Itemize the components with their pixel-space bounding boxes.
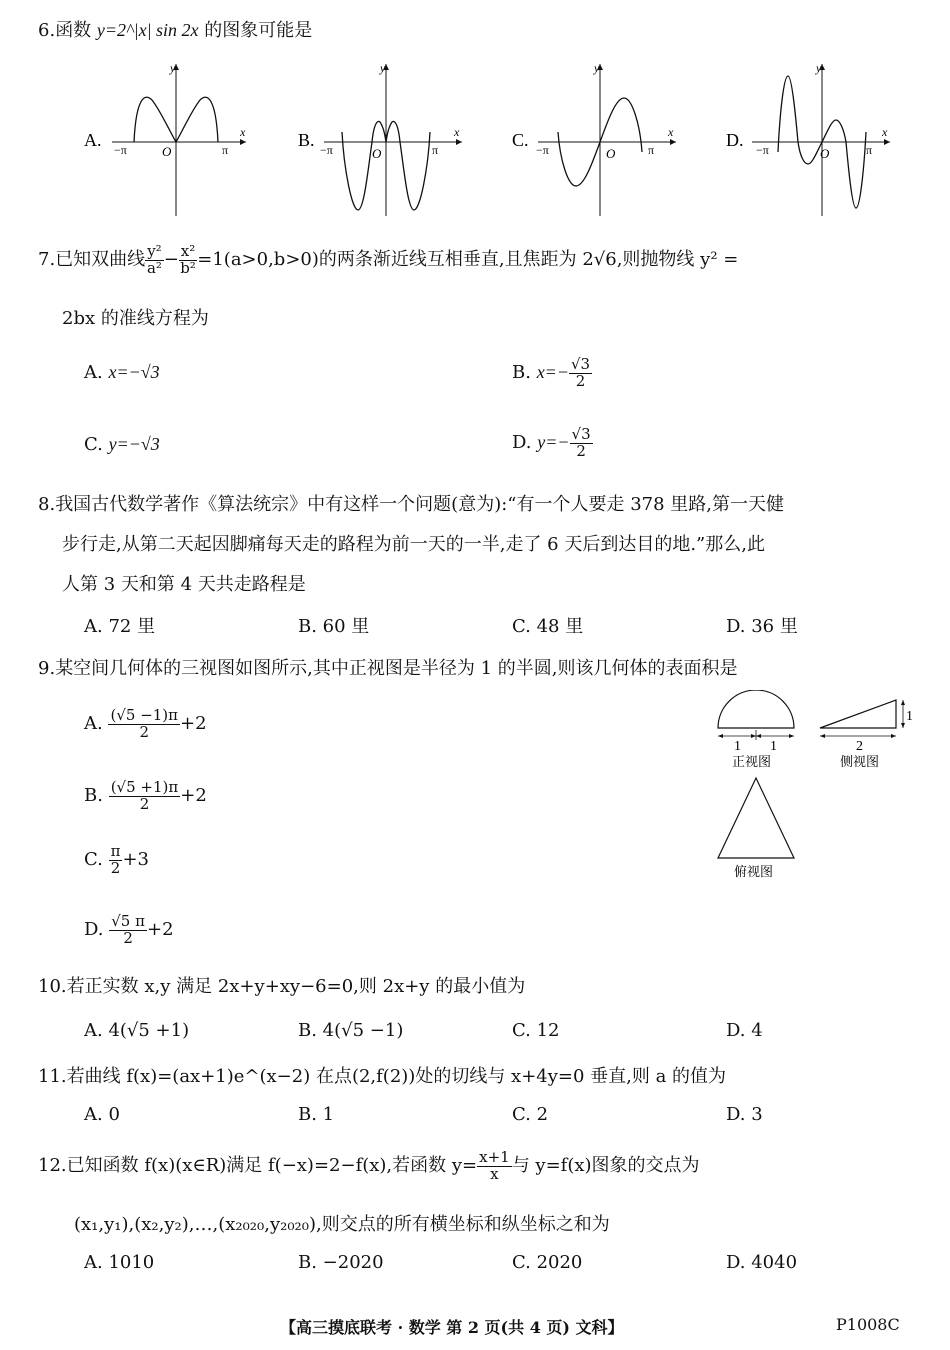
page-footer: 【高三摸底联考 · 数学 第 2 页(共 4 页) 文科】: [280, 1318, 624, 1337]
svg-text:y: y: [170, 61, 176, 75]
svg-text:B.: B.: [298, 130, 315, 150]
q10-option-c[interactable]: C. 12: [512, 1020, 560, 1041]
q6-graph-b: [298, 60, 468, 225]
q7-option-b[interactable]: B. x=− $\frac{√3}{2}$: [512, 354, 591, 390]
q8-option-d[interactable]: D. 36 里: [726, 616, 798, 637]
q12-stem-line1: 12.已知函数 f(x)(x∈R)满足 f(−x)=2−f(x),若函数 y= $\frac{x+1}{x}$ 与 y=f(x)图象的交点为: [38, 1147, 700, 1183]
svg-text:x: x: [668, 125, 674, 139]
q8-stem-line2: 步行走,从第二天起因脚痛每天走的路程为前一天的一半,走了 6 天后到达目的地.”那么,此: [62, 534, 765, 555]
q10-stem: 10.若正实数 x,y 满足 2x+y+xy−6=0,则 2x+y 的最小值为: [38, 976, 526, 997]
svg-text:−π: −π: [536, 143, 549, 157]
q11-stem: 11.若曲线 f(x)=(ax+1)e^(x−2) 在点(2,f(2))处的切线与 x+4y=0 垂直,则 a 的值为: [38, 1066, 727, 1087]
q12-option-d[interactable]: D. 4040: [726, 1252, 798, 1273]
svg-text:π: π: [648, 143, 655, 157]
svg-text:正视图: 正视图: [732, 754, 772, 769]
q12-option-a[interactable]: A. 1010: [84, 1252, 155, 1273]
svg-text:y: y: [594, 61, 600, 75]
q7-frac-x2b2: $\frac{\text{x²}}{\text{b²}}$: [180, 241, 196, 277]
svg-text:O: O: [606, 146, 616, 161]
svg-text:O: O: [820, 146, 830, 161]
q9-option-a[interactable]: A. $\frac{(√5 -1)\pi}{2}$ +2: [84, 705, 207, 741]
q8-option-a[interactable]: A. 72 里: [84, 616, 156, 637]
page-code: P1008C: [836, 1315, 900, 1334]
q12-option-b[interactable]: B. −2020: [298, 1252, 384, 1273]
svg-text:A.: A.: [84, 130, 102, 150]
q10-option-a[interactable]: A. 4(√5 +1): [84, 1020, 190, 1041]
svg-text:俯视图: 俯视图: [734, 864, 774, 879]
q6-graph-d: [726, 60, 896, 225]
q12-option-c[interactable]: C. 2020: [512, 1252, 583, 1273]
q7-stem-line1: 7.已知双曲线 $\frac{\text{y²}}{\text{a²}}$ − $\frac{\text{x²}}{\text{b²}}$ =1(a>0,b>0)的两条渐近线互相垂直,且焦距为 2√6,则抛物线 y² =: [38, 241, 739, 277]
q11-option-d[interactable]: D. 3: [726, 1104, 763, 1125]
side-view-triangle: [820, 700, 896, 728]
q9-option-b[interactable]: B. $\frac{(√5 +1)\pi}{2}$ +2: [84, 777, 207, 813]
svg-text:x: x: [454, 125, 460, 139]
q6-graph-c: [512, 60, 682, 225]
q11-option-b[interactable]: B. 1: [298, 1104, 335, 1125]
q8-stem-line1: 8.我国古代数学著作《算法统宗》中有这样一个问题(意为):“有一个人要走 378 里路,第一天健: [38, 494, 785, 515]
q12-stem-line2: (x₁,y₁),(x₂,y₂),…,(x₂₀₂₀,y₂₀₂₀),则交点的所有横坐标和纵坐标之和为: [74, 1214, 610, 1235]
q12-frac: $\frac{x+1}{x}$: [479, 1147, 510, 1183]
svg-text:y: y: [816, 61, 822, 75]
svg-text:−π: −π: [756, 143, 769, 157]
svg-text:2: 2: [856, 739, 863, 754]
svg-text:1: 1: [906, 709, 913, 724]
svg-text:侧视图: 侧视图: [840, 754, 880, 769]
svg-text:C.: C.: [512, 130, 529, 150]
svg-text:1: 1: [770, 739, 777, 754]
svg-text:D.: D.: [726, 130, 744, 150]
q11-option-c[interactable]: C. 2: [512, 1104, 549, 1125]
svg-text:O: O: [372, 146, 382, 161]
svg-text:O: O: [162, 144, 172, 159]
svg-text:−π: −π: [320, 143, 333, 157]
q9-option-c[interactable]: C. $\frac{\pi}{2}$ +3: [84, 841, 149, 877]
q7-stem-line2: 2bx 的准线方程为: [62, 308, 209, 329]
q7-option-a[interactable]: A. x=−√3: [84, 362, 160, 383]
svg-text:1: 1: [734, 739, 741, 754]
svg-text:y: y: [380, 61, 386, 75]
q7-frac-y2a2: $\frac{\text{y²}}{\text{a²}}$: [146, 241, 162, 277]
svg-text:π: π: [432, 143, 439, 157]
q11-option-a[interactable]: A. 0: [84, 1104, 120, 1125]
q7-option-c[interactable]: C. y=−√3: [84, 434, 160, 455]
q9-three-view-figure: [710, 690, 920, 895]
q8-stem-line3: 人第 3 天和第 4 天共走路程是: [62, 574, 306, 595]
q9-stem: 9.某空间几何体的三视图如图所示,其中正视图是半径为 1 的半圆,则该几何体的表面积是: [38, 658, 738, 679]
q8-option-c[interactable]: C. 48 里: [512, 616, 584, 637]
q10-option-d[interactable]: D. 4: [726, 1020, 763, 1041]
svg-text:π: π: [222, 143, 229, 157]
q9-option-d[interactable]: D. $\frac{√5 \pi}{2}$ +2: [84, 911, 174, 947]
q6-stem: 6.函数 y=2^|x| sin 2x 的图象可能是: [38, 20, 313, 41]
q6-graph-a: [84, 60, 254, 225]
top-view-triangle: [718, 778, 794, 858]
svg-text:x: x: [240, 125, 246, 139]
q10-option-b[interactable]: B. 4(√5 −1): [298, 1020, 404, 1041]
front-view-semicircle: [718, 690, 794, 728]
q8-option-b[interactable]: B. 60 里: [298, 616, 370, 637]
svg-text:π: π: [866, 143, 873, 157]
svg-text:x: x: [882, 125, 888, 139]
svg-text:−π: −π: [114, 143, 127, 157]
q7-option-d[interactable]: D. y=− $\frac{√3}{2}$: [512, 424, 591, 460]
